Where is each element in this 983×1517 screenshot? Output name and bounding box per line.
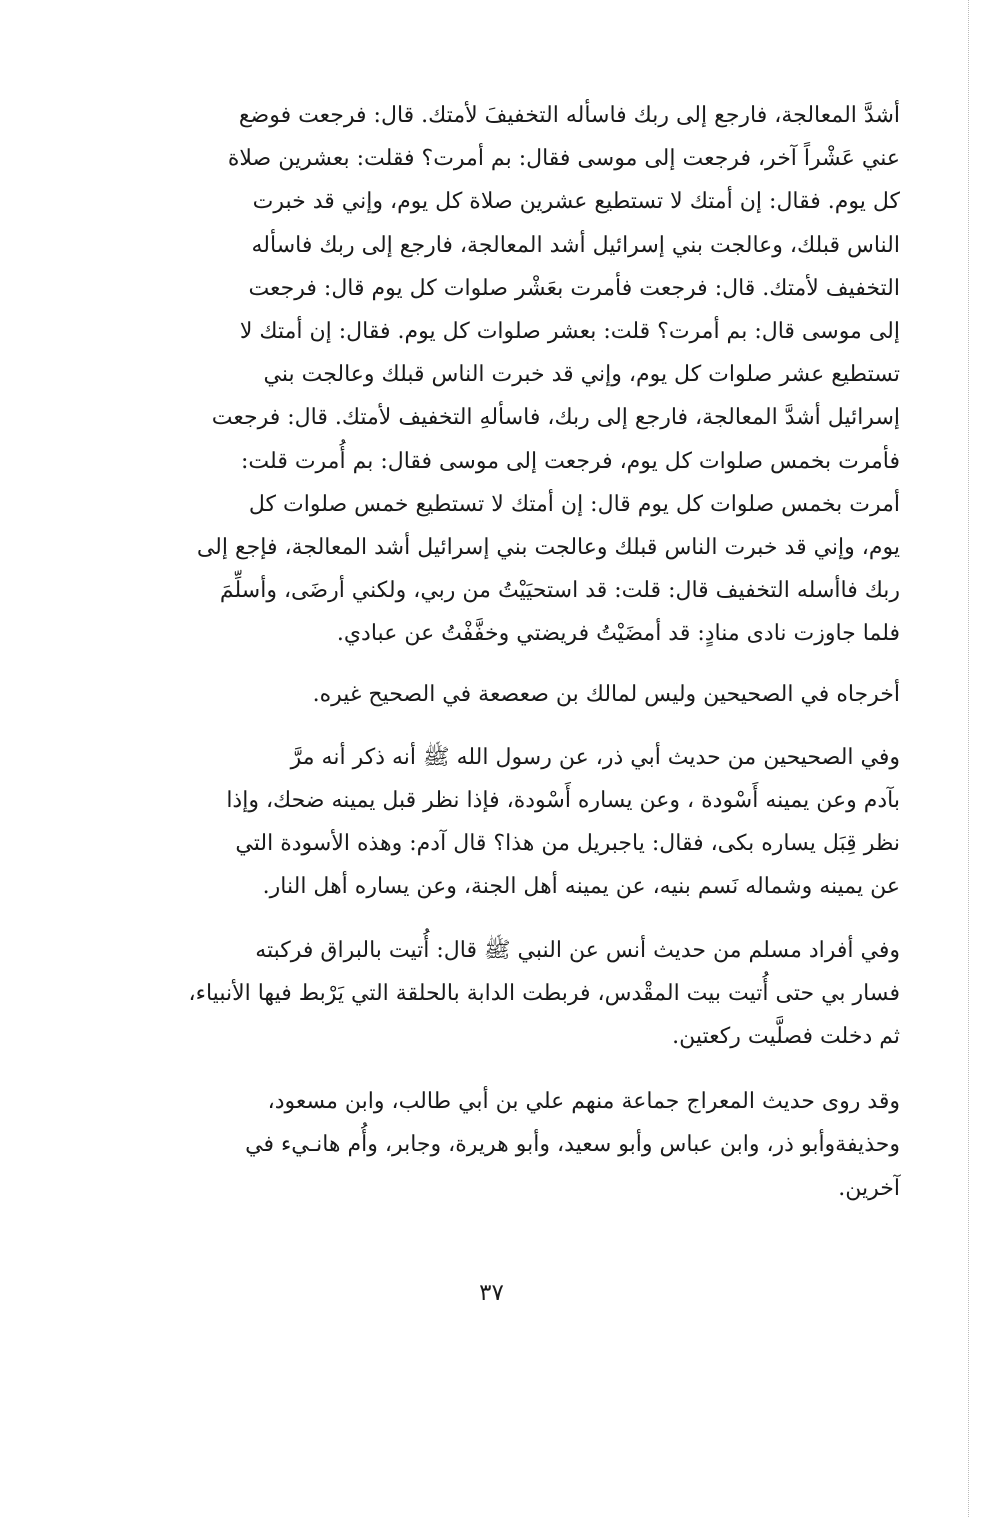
paragraph-narrators: وقد روى حديث المعراج جماعة منهم علي بن أبي طالب، وابن مسعود، وحذيفةوأبو ذر، وابن عباس وأبو سعيد، وأبو هريرة، وجابر، وأُم هانـيء في آخرين. [245, 1089, 900, 1201]
page-number: ٣٧ [479, 1280, 504, 1306]
paragraph-anas-hadith: وفي أفراد مسلم من حديث أنس عن النبي ﷺ قال: أُتيت بالبراق فركبته فسار بي حتى أُتيت بيت المقْدس، فربطت الدابة بالحلقة التي يَرْبط فيها الأنبياء، ثم دخلت فصلَّيت ركعتين. [188, 937, 900, 1050]
page-body [160, 94, 900, 1210]
paragraph-abu-dharr-hadith: وفي الصحيحين من حديث أبي ذر، عن رسول الله ﷺ أنه ذكر أنه مرَّ بآدم وعن يمينه أَسْودة ، وعن يساره أَسْودة، فإذا نظر قبل يمينه ضحك، وإذا نظر قِبَل يساره بكى، فقال: ياجبريل من هذا؟ قال آدم: وهذه الأسودة التي عن يمينه وشماله نَسم بنيه، عن يمينه أهل الجنة، وعن يساره أهل النار. [226, 744, 900, 900]
paragraph-source-note: أخرجاه في الصحيحين وليس لمالك بن صعصعة في الصحيح غيره. [312, 681, 900, 707]
paragraph-hadith-continuation: أشدَّ المعالجة، فارجع إلى ربك فاسأله التخفيفَ لأمتك. قال: فرجعت فوضع عني عَشْراً آخر، فرجعت إلى موسى فقال: بم أمرت؟ فقلت: بعشرين صلاة كل يوم. فقال: إن أمتك لا تستطيع عشرين صلاة كل يوم، وإني قد خبرت الناس قبلك، وعالجت بني إسرائيل أشد المعالجة، فارجع إلى ربك فاسأله التخفيف لأمتك. قال: فرجعت فأمرت بعَشْر صلوات كل يوم قال: فرجعت إلى موسى قال: بم أمرت؟ قلت: بعشر صلوات كل يوم. فقال: إن أمتك لا تستطيع عشر صلوات كل يوم، وإني قد خبرت الناس قبلك وعالجت بني إسرائيل أشدَّ المعالجة، فارجع إلى ربك، فاسألهِ التخفيف لأمتك. قال: فرجعت فأمرت بخمس صلوات كل يوم، فرجعت إلى موسى فقال: بم أُمرت قلت: أمرت بخمس صلوات كل يوم قال: إن أمتك لا تستطيع خمس صلوات كل يوم، وإني قد خبرت الناس قبلك وعالجت بني إسرائيل أشد المعالجة، فإجع إلى ربك فاأسله التخفيف قال: قلت: قد استحيَيْتُ من ربي، ولكني أرضَى، وأسلِّمَ فلما جاوزت نادى منادٍ: قد أمضَيْتُ فريضتي وخفَّفْتُ عن عبادي. [196, 103, 900, 647]
